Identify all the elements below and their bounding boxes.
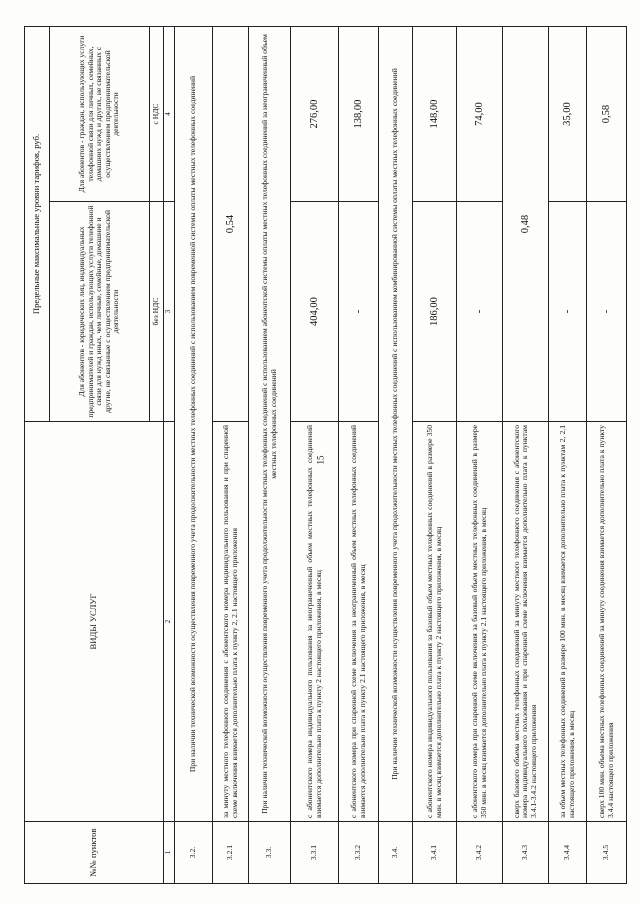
col-index-4: 4 <box>164 26 175 201</box>
table-row <box>213 26 249 883</box>
row-number: 3.4.3 <box>503 822 549 884</box>
tariff-value-legal: 404,00 <box>291 202 339 422</box>
tariff-value-citizens: 276,00 <box>291 26 339 201</box>
service-description: с абонентского номера при спаренной схеме включения за базовый объем местных телефонных соединений в размере 350 мин. в месяц взимается дополнительно плата к пункту 2.1 настоящего приложения, в месяц <box>457 422 503 822</box>
service-description: за объем местных телефонных соединений в размере 100 мин. в месяц взимается дополнительно плата к пунктам 2, 2.1 настоящего приложения, в месяц <box>549 422 587 822</box>
tariff-value-legal: - <box>549 202 587 422</box>
tariff-value-citizens: 138,00 <box>339 26 379 201</box>
header-max-levels: Предельные максимальные уровни тарифов, руб. <box>25 26 50 421</box>
page-number: 15 <box>315 455 326 465</box>
col-index-3: 3 <box>164 202 175 422</box>
row-number: 3.4.5 <box>587 822 627 884</box>
rotated-tariff-table <box>24 27 620 884</box>
col-index-1: 1 <box>164 822 175 884</box>
row-number: 3.3.2 <box>339 822 379 884</box>
service-description: за минуту местного телефонного соединения с абонентского номера индивидуального пользования и при спаренной схеме включения взимается дополнительно плата к пункту 2, 2.1 настоящего приложения <box>213 422 249 822</box>
row-number: 3.4. <box>379 822 413 884</box>
section-heading: При наличии технической возможности осуществления повременного учета продолжительности местных телефонных соединений с использованием комбинированной системы оплаты местных телефонных соединений <box>379 26 413 821</box>
header-citizens: Для абонентов - граждан, использующих услуги телефонной связи для личных, семейных, домашних нужд и других, не связанных с осуществлением предпринимательской деятельности <box>50 26 150 201</box>
table-row <box>457 26 503 883</box>
tariff-value-merged: 0,54 <box>213 26 249 421</box>
row-number: 3.3.1 <box>291 822 339 884</box>
col-index-2: 2 <box>164 422 175 822</box>
tariff-value-legal: 186,00 <box>413 202 457 422</box>
tariff-value-citizens: 74,00 <box>457 26 503 201</box>
table-row <box>291 26 339 883</box>
header-num: №№ пунктов <box>25 822 164 884</box>
table-row <box>249 26 291 883</box>
tariff-value-citizens: 148,00 <box>413 26 457 201</box>
header-with-vat: с НДС <box>150 26 164 201</box>
row-number: 3.4.2 <box>457 822 503 884</box>
table-row <box>413 26 457 883</box>
service-description: с абонентского номера индивидуального пользования за неограниченный объем местных телефонных соединений взимается дополнительно плата к пункту 2 настоящего приложения, в месяц <box>291 422 339 822</box>
table-row <box>503 26 549 883</box>
section-heading: При наличии технической возможности осуществления повременного учета продолжительности местных телефонных соединений с использованием повременной системы оплаты местных телефонных соединений <box>175 26 213 821</box>
tariff-value-legal: - <box>587 202 627 422</box>
tariff-value-legal: - <box>339 202 379 422</box>
service-description: сверх базового объема местных телефонных соединений за минуту местного телефонного соединения с абонентского номера индивидуального пользования и при спаренной схеме включения взимается дополнительно плата к пунктам 3.4.1-3.4.2 настоящего приложения <box>503 422 549 822</box>
table-row <box>587 26 627 883</box>
table-row <box>175 26 213 883</box>
row-number: 3.2.1 <box>213 822 249 884</box>
header-without-vat: без НДС <box>150 202 164 422</box>
tariff-table <box>24 26 627 884</box>
row-number: 3.4.1 <box>413 822 457 884</box>
row-number: 3.3. <box>249 822 291 884</box>
tariff-value-citizens: 0,58 <box>587 26 627 201</box>
row-number: 3.4.4 <box>549 822 587 884</box>
header-service: ВИДЫ УСЛУГ <box>25 422 164 822</box>
table-row <box>339 26 379 883</box>
service-description: сверх 100 мин. объема местных телефонных соединений за минуту соединения взимается дополнительно плата к пункту 3.4.4 настоящего приложения <box>587 422 627 822</box>
service-description: с абонентского номера при спаренной схеме включения за неограниченный объем местных телефонных соединений взимается дополнительно плата к пункту 2.1 настоящего приложения, в месяц <box>339 422 379 822</box>
header-legal-entities: Для абонентов - юридических лиц, индивидуальных предпринимателей и граждан, использующих услуги телефонной связи для нужд иных, чем личные, семейные, домашние и другие, не связанные с осуществлением предпринимательской деятельности <box>50 202 150 422</box>
tariff-value-legal: - <box>457 202 503 422</box>
table-row <box>379 26 413 883</box>
service-description: с абонентского номера индивидуального пользования за базовый объем местных телефонных соединений в размере 350 мин. в месяц взимается дополнительно плата к пункту 2 настоящего приложения, в месяц <box>413 422 457 822</box>
section-heading: При наличии технической возможности осуществления повременного учета продолжительности местных телефонных соединений с использованием абонентской системы оплаты местных телефонных соединений за неограниченный объем местных телефонных соединений <box>249 26 291 821</box>
tariff-value-citizens: 35,00 <box>549 26 587 201</box>
tariff-value-merged: 0,48 <box>503 26 549 421</box>
row-number: 3.2. <box>175 822 213 884</box>
table-row <box>549 26 587 883</box>
